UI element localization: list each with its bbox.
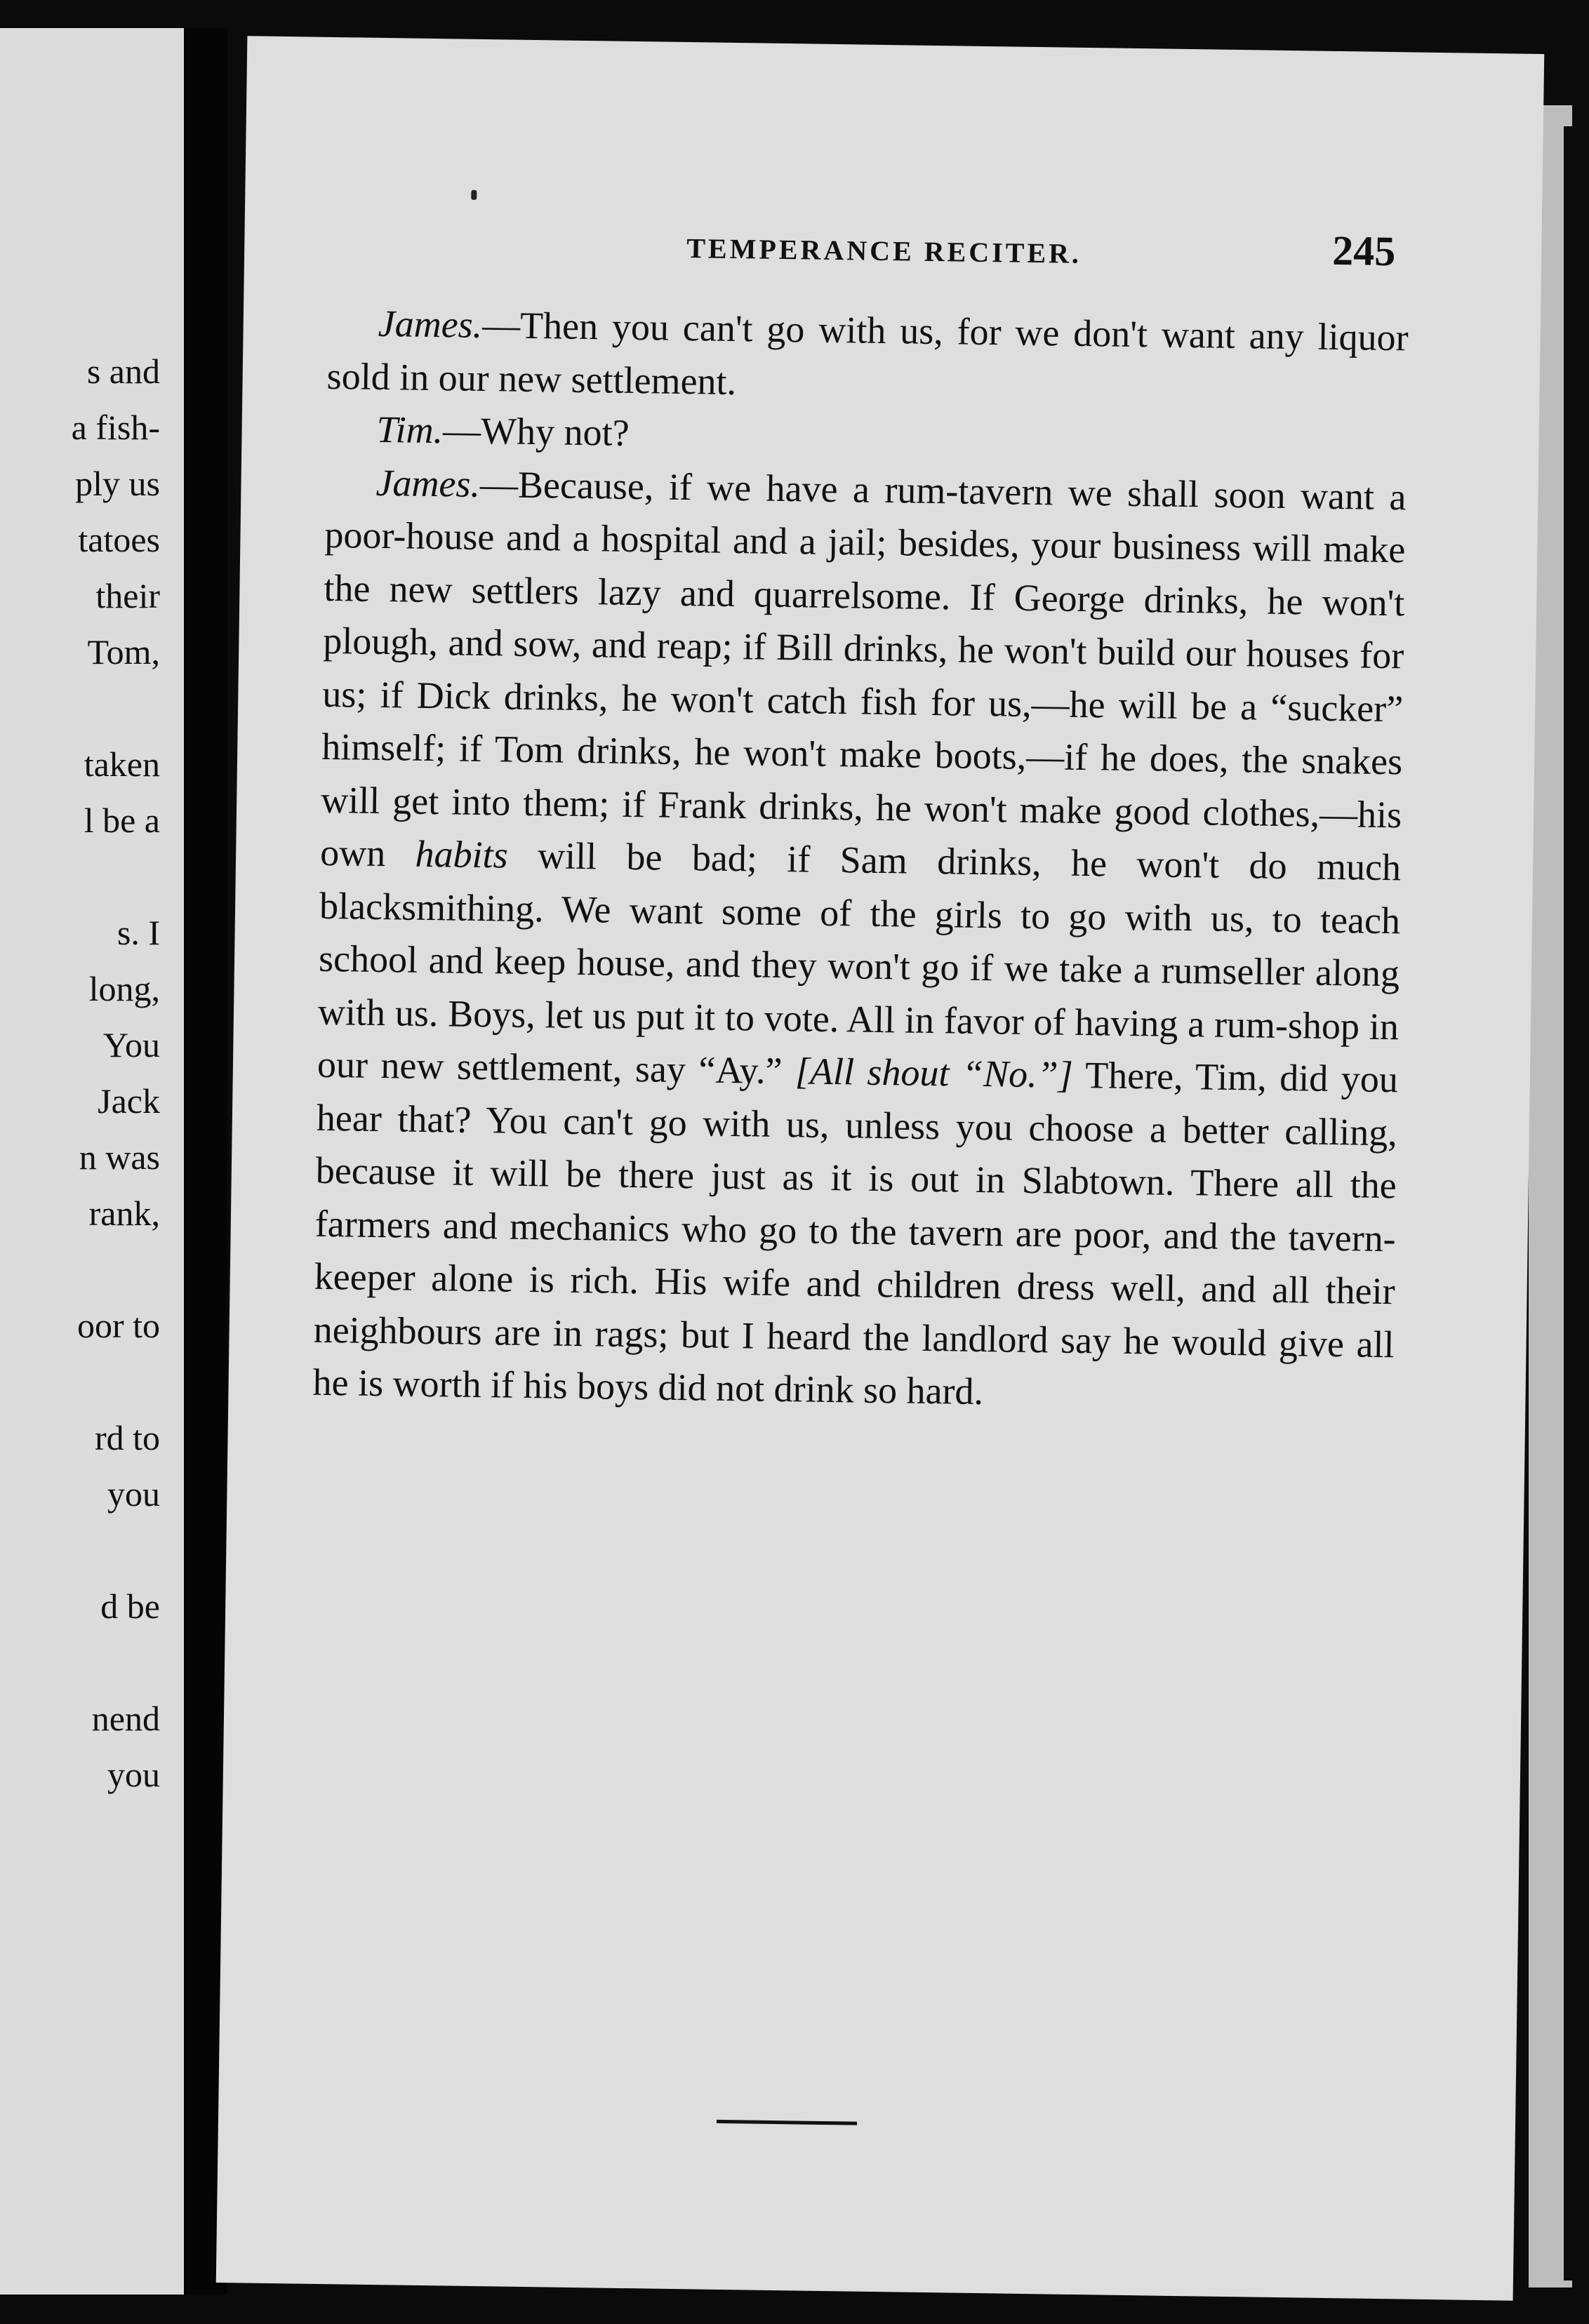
dialogue-paragraph — [326, 297, 1409, 418]
left-page-line: ply us — [75, 464, 160, 503]
left-facing-page — [0, 28, 184, 2295]
stage-direction: [All shout “No.”] — [794, 1050, 1074, 1096]
left-page-line: you — [107, 1755, 160, 1794]
left-page-line: you — [107, 1474, 160, 1514]
page-header — [686, 218, 1423, 305]
dialogue-text: —Why not? — [442, 409, 630, 454]
speaker-name: Tim. — [376, 408, 444, 452]
left-page-line: d be — [100, 1587, 160, 1626]
dialogue-text: will be bad; if Sam drinks, he won't do much blacksmithing. We want some of the girls to go with us, to teach school and keep house, and they won't go if we take a rumseller along with us. Boys, let us put it to vote. All in favor of having a rum-shop in our new settlement, say “Ay.” — [317, 834, 1402, 1093]
left-page-line: their — [95, 576, 160, 615]
left-page-line: s. I — [117, 913, 160, 952]
speaker-name: James. — [375, 461, 481, 505]
left-page-line: oor to — [77, 1306, 160, 1345]
left-page-line: Jack — [98, 1081, 160, 1121]
dialogue-text: —Then you can't go with us, for we don't want any liquor sold in our new settlement. — [326, 303, 1409, 403]
dialogue-text: There, Tim, did you hear that? You can't go with us, unless you choose a better calling, because it will be there just as it is out in Slabtown. There all the farmers and mechanics who go to the tavern are poor, and the tavern-keeper alone is rich. His wife and children dress well, and all their neighbours are in rags; but I heard the landlord say he would give all he is worth if his boys did not drink so hard. — [312, 1053, 1399, 1413]
book-page — [216, 36, 1545, 2300]
left-page-line: s and — [86, 352, 160, 391]
page-edge-shadow — [1564, 126, 1589, 2280]
left-page-line: n was — [79, 1137, 160, 1177]
left-page-line: tatoes — [78, 520, 160, 559]
page-body — [312, 297, 1409, 1424]
left-page-line: long, — [88, 969, 160, 1008]
emphasized-word: habits — [415, 832, 509, 876]
left-page-line: Tom, — [87, 632, 160, 672]
left-page-line: nend — [91, 1699, 160, 1738]
left-page-line: You — [102, 1025, 160, 1064]
left-page-line: rd to — [94, 1418, 160, 1457]
speaker-name: James. — [378, 302, 483, 346]
left-page-line: a fish- — [71, 408, 160, 447]
left-page-line: rank, — [88, 1194, 160, 1233]
page-number: 245 — [1331, 227, 1396, 275]
running-head: TEMPERANCE RECITER. — [686, 232, 1082, 269]
left-page-line: taken — [84, 744, 160, 784]
dialogue-text: —Because, if we have a rum-tavern we shall soon want a poor-house and a hospital and a jail; besides, your business will make the new settlers lazy and quarrelsome. If George drinks, he won't plough, and sow, and reap; if Bill drinks, he won't build our houses for us; if Dick drinks, he won't catch fish for us,—he will be a “sucker” himself; if Tom drinks, he won't make boots,—if he does, the snakes will get into them; if Frank drinks, he won't make good clothes,—his own — [319, 462, 1407, 875]
ink-speck — [471, 190, 477, 200]
dialogue-paragraph — [312, 455, 1407, 1424]
section-rule — [717, 2120, 857, 2125]
left-page-line: l be a — [84, 801, 160, 840]
